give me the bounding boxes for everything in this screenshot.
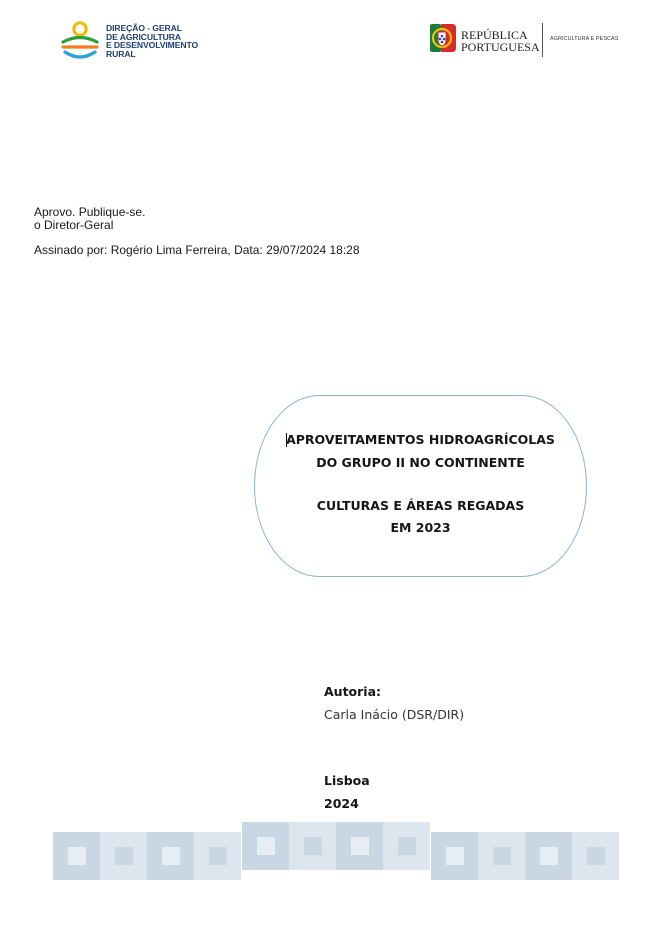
title-line-4: EM 2023 [390, 520, 451, 535]
republica-portuguesa-logo [430, 20, 630, 60]
approval-line: Aprovo. Publique-se. [34, 205, 146, 219]
pattern-block [383, 822, 430, 870]
author-name: Carla Inácio (DSR/DIR) [324, 707, 465, 722]
dgadr-logo [60, 18, 210, 64]
pattern-block [431, 832, 478, 880]
dgadr-wordmark [106, 24, 216, 58]
pattern-block [194, 832, 241, 880]
dgadr-line-3: E DESENVOLVIMENTO [106, 40, 199, 51]
dgadr-line-2: DE AGRICULTURA [106, 31, 181, 42]
ministry-name: AGRICULTURA E PESCAS [550, 36, 619, 42]
city: Lisboa [324, 773, 370, 788]
title-line-1: APROVEITAMENTOS HIDROAGRÍCOLAS [286, 432, 555, 447]
republica-name-line-1: REPÚBLICA [461, 28, 528, 42]
pattern-block [478, 832, 525, 880]
pattern-block [100, 832, 147, 880]
pattern-block [572, 832, 619, 880]
pattern-block [289, 822, 336, 870]
logo-divider [542, 23, 543, 57]
digital-signature: Assinado por: Rogério Lima Ferreira, Data: 29/07/2024 18:28 [34, 243, 360, 257]
title-line-2: DO GRUPO II NO CONTINENTE [316, 455, 525, 470]
authorship-label: Autoria: [324, 684, 382, 699]
title-frame [254, 395, 587, 577]
pattern-block [525, 832, 572, 880]
pattern-block [147, 832, 194, 880]
dgadr-line-4: RURAL [106, 48, 136, 59]
pattern-block [53, 832, 100, 880]
director-title: o Diretor-Geral [34, 218, 114, 232]
title-line-3: CULTURAS E ÁREAS REGADAS [316, 498, 525, 513]
republica-name-line-2: PORTUGUESA [461, 40, 540, 54]
dgadr-line-1: DIREÇÃO - GERAL [106, 23, 182, 33]
republica-name [461, 29, 540, 53]
portuguese-arms-icon [430, 20, 456, 56]
pattern-block [242, 822, 289, 870]
year: 2024 [324, 796, 359, 811]
dgadr-sun-field-icon [60, 20, 100, 60]
pattern-block [336, 822, 383, 870]
